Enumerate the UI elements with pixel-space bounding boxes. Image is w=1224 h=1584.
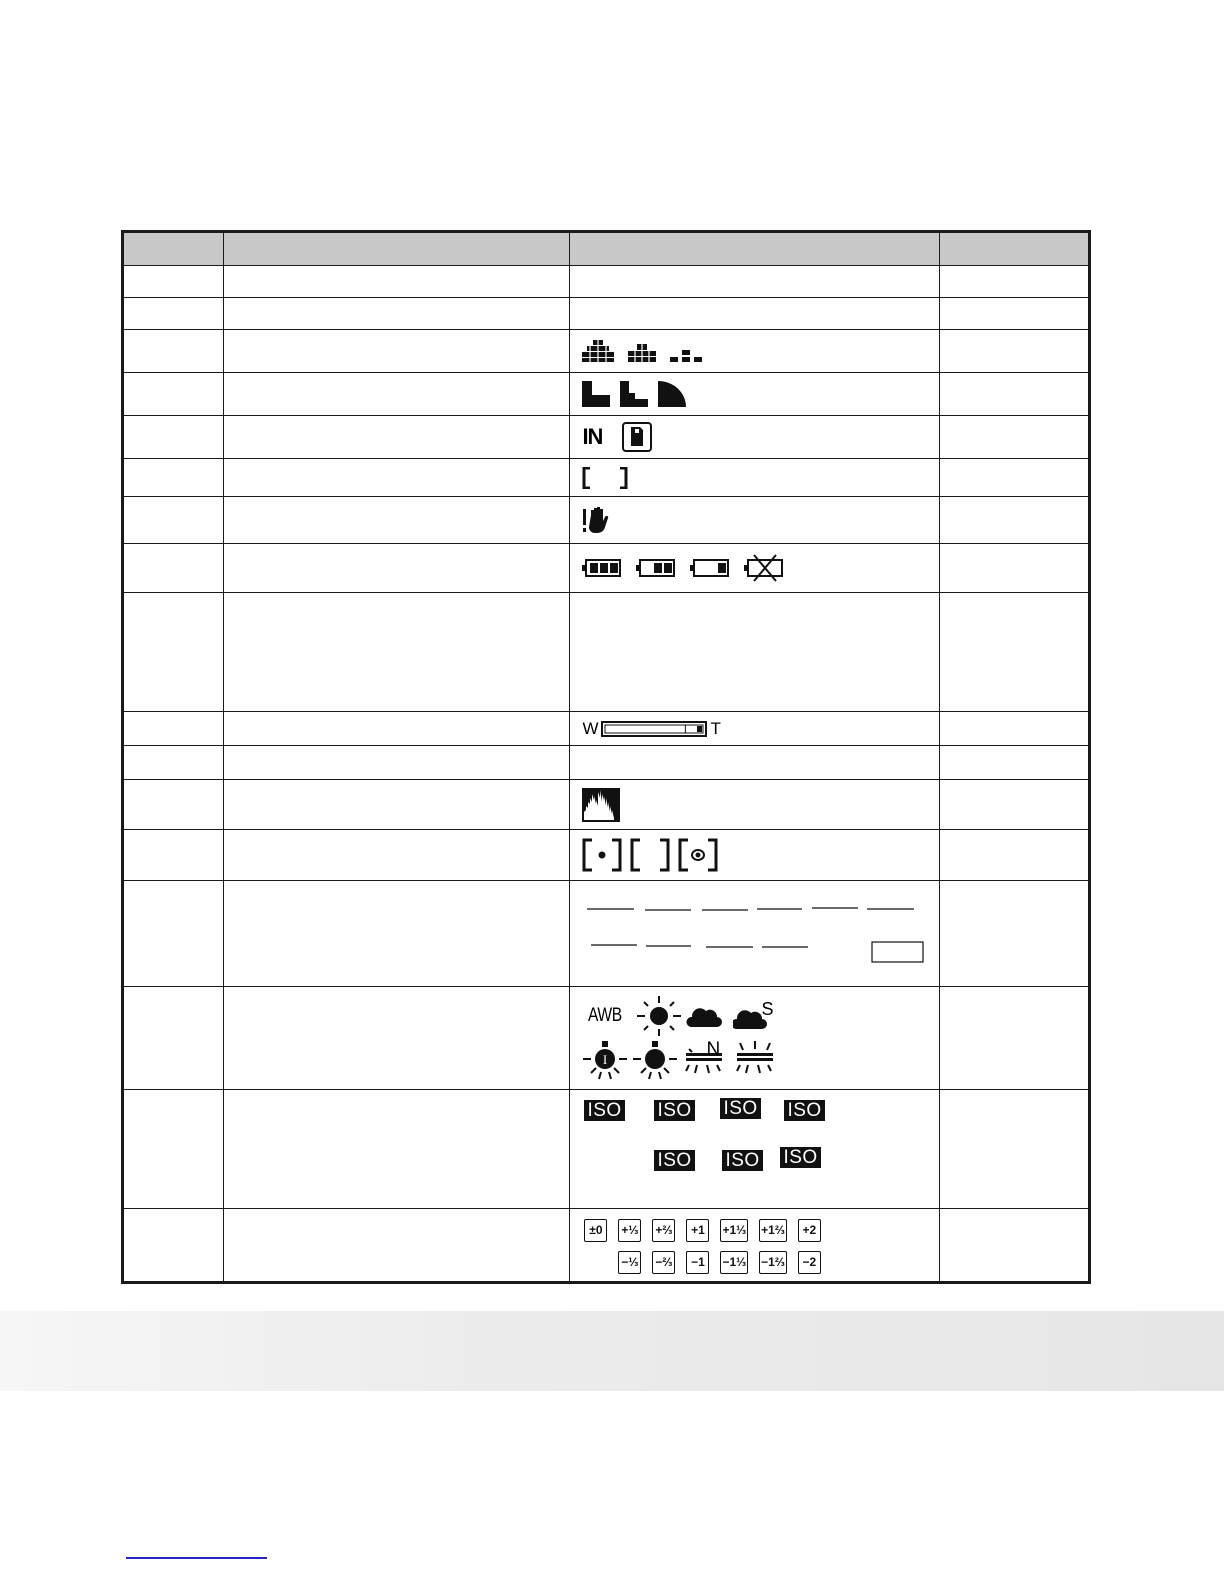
- shade-s-label: S: [761, 999, 774, 1019]
- incandescent-icon: [582, 1039, 628, 1081]
- focus-frame-icon: [582, 467, 628, 489]
- footer-link-underline[interactable]: [126, 1557, 267, 1559]
- ev-badge: −1⅓: [720, 1251, 748, 1274]
- table-row: [123, 497, 1090, 544]
- table-row: [123, 593, 1090, 712]
- table-row: [123, 712, 1090, 746]
- table-row: [123, 373, 1090, 416]
- iso-badge: ISO: [784, 1100, 824, 1121]
- icon-table: [121, 230, 1091, 1284]
- ev-badge: +⅔: [652, 1219, 675, 1242]
- zoom-wide-label: W: [582, 718, 599, 738]
- table-row: [123, 330, 1090, 373]
- header-cell: [123, 232, 224, 266]
- iso-badge: ISO: [584, 1100, 624, 1121]
- iso-badge: ISO: [722, 1150, 762, 1171]
- iso-badge: ISO: [780, 1147, 820, 1168]
- zoom-tele-label: T: [710, 718, 721, 738]
- ev-badge: +1⅔: [759, 1219, 787, 1242]
- iso-badge: ISO: [720, 1098, 760, 1119]
- ev-badge: −1: [686, 1251, 709, 1274]
- shake-warning-icon: [582, 505, 612, 535]
- metering-center-icon: [678, 838, 718, 872]
- table-row: [123, 746, 1090, 780]
- size-large-icon: [582, 381, 610, 407]
- blank-lines-graphic: [570, 881, 939, 985]
- ev-badge: +2: [798, 1219, 821, 1242]
- blank-box: [872, 942, 923, 962]
- internal-memory-icon: IN: [582, 424, 603, 449]
- footer-band: [0, 1311, 1224, 1391]
- table-row: [123, 1209, 1090, 1283]
- header-cell: [224, 232, 570, 266]
- battery-full-icon: [582, 557, 622, 579]
- metering-average-icon: [630, 838, 670, 872]
- quality-fine-icon: [582, 340, 614, 362]
- table-row: [123, 881, 1090, 987]
- table-row: [123, 830, 1090, 881]
- table-row: [123, 544, 1090, 593]
- table-header-row: [123, 232, 1090, 266]
- ev-row-negative: [618, 1251, 820, 1274]
- svg-text:I: I: [603, 1052, 608, 1067]
- fluorescent-icon: [734, 1039, 776, 1081]
- table-row: [123, 298, 1090, 330]
- zoom-bar-icon: [601, 721, 707, 737]
- ev-badge: ±0: [584, 1219, 607, 1242]
- battery-low-icon: [690, 557, 730, 579]
- daylight-icon: [636, 995, 682, 1037]
- battery-half-icon: [636, 557, 676, 579]
- table-row: [123, 416, 1090, 459]
- cloudy-icon: [686, 1003, 722, 1029]
- table-row: [123, 987, 1090, 1090]
- ev-badge: −⅓: [618, 1251, 641, 1274]
- header-cell: [570, 232, 939, 266]
- table-row: [123, 459, 1090, 497]
- tungsten-icon: [632, 1039, 678, 1081]
- ev-badge: −1⅔: [759, 1251, 787, 1274]
- battery-empty-icon: [744, 554, 784, 582]
- ev-badge: +1⅓: [720, 1219, 748, 1242]
- header-cell: [939, 232, 1089, 266]
- ev-badge: −2: [798, 1251, 821, 1274]
- table-row: [123, 266, 1090, 298]
- fluorescent-n-label: N: [706, 1039, 721, 1060]
- size-medium-icon: [620, 381, 648, 407]
- table-row: [123, 780, 1090, 830]
- awb-icon: AWB: [588, 1005, 623, 1026]
- ev-badge: −⅔: [652, 1251, 675, 1274]
- ev-badge: +⅓: [618, 1219, 641, 1242]
- table-row: [123, 1090, 1090, 1209]
- histogram-icon: [582, 788, 620, 822]
- metering-spot-icon: [582, 838, 622, 872]
- iso-badge: ISO: [654, 1100, 694, 1121]
- ev-badge: +1: [686, 1219, 709, 1242]
- quality-normal-icon: [626, 340, 658, 362]
- sd-card-icon: [622, 422, 652, 452]
- quality-economy-icon: [670, 340, 702, 362]
- iso-badge: ISO: [654, 1150, 694, 1171]
- size-small-icon: [658, 381, 686, 407]
- ev-row-positive: [584, 1219, 820, 1242]
